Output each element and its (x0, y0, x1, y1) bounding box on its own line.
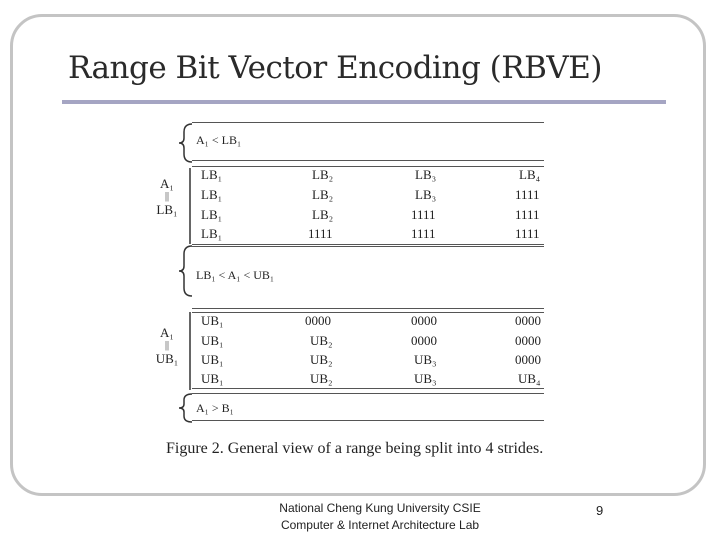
lb-cell: 1111 (411, 207, 436, 222)
lb-cell: LB₄ (519, 167, 541, 182)
ub-cell: UB₁ (201, 313, 224, 328)
rule-bottom-end (192, 420, 544, 421)
ub-cell: UB₂ (310, 371, 333, 386)
rule-lower-end (192, 244, 544, 245)
lb-cell: 1111 (515, 207, 540, 222)
footer (230, 500, 530, 534)
side-label-lower-eq: || (164, 191, 169, 202)
lb-cell: 1111 (515, 187, 540, 202)
rule-bottom-top (192, 393, 544, 394)
side-label-upper-var: A₁ (160, 325, 174, 340)
rule-top (192, 122, 544, 123)
slide-title: Range Bit Vector Encoding (RBVE) (68, 50, 602, 86)
figure-caption: Figure 2. General view of a range being split into 4 strides. (166, 440, 544, 457)
brace-middle (179, 246, 192, 296)
ub-cell: 0000 (411, 313, 437, 328)
ub-cell: UB₄ (518, 371, 541, 386)
rule-lower-start (192, 166, 544, 167)
condition-bottom: A₁ > B₁ (196, 401, 234, 415)
side-label-lower-bound: LB₁ (156, 202, 178, 217)
lb-cell: LB₂ (312, 207, 334, 222)
side-label-upper-bound: UB₁ (155, 351, 179, 366)
ub-cell: UB₁ (201, 333, 224, 348)
lb-cell: LB₁ (201, 167, 223, 182)
page-number: 9 (596, 503, 604, 518)
lb-cell: LB₃ (415, 187, 437, 202)
brace-bottom (179, 394, 192, 422)
ub-cell: UB₃ (414, 371, 437, 386)
condition-top: A₁ < LB₁ (196, 133, 242, 147)
ub-cell: UB₁ (201, 371, 224, 386)
lb-cell: LB₃ (415, 167, 437, 182)
lb-cell: LB₁ (201, 226, 223, 241)
ub-cell: UB₁ (201, 352, 224, 367)
side-label-lower-var: A₁ (160, 176, 174, 191)
ub-cell: 0000 (305, 313, 331, 328)
ub-cell: UB₂ (310, 352, 333, 367)
side-label-upper (154, 325, 180, 367)
lb-cell: LB₂ (312, 187, 334, 202)
lb-cell: 1111 (411, 226, 436, 241)
side-label-upper-eq: || (164, 340, 169, 351)
rule-mid-top (192, 246, 544, 247)
footer-line-1: National Cheng Kung University CSIE (279, 501, 481, 515)
lb-cell: 1111 (308, 226, 333, 241)
lb-cell: LB₁ (201, 187, 223, 202)
rule-upper-start (192, 312, 544, 313)
lb-cell: LB₂ (312, 167, 334, 182)
ub-cell: 0000 (411, 333, 437, 348)
brace-top (179, 124, 192, 162)
ub-cell: UB₂ (310, 333, 333, 348)
ub-cell: 0000 (515, 313, 541, 328)
condition-middle: LB₁ < A₁ < UB₁ (196, 268, 275, 282)
rule-top-bottom (192, 160, 544, 161)
ub-cell: 0000 (515, 352, 541, 367)
footer-line-2: Computer & Internet Architecture Lab (280, 518, 480, 532)
lb-cell: 1111 (515, 226, 540, 241)
ub-cell: 0000 (515, 333, 541, 348)
rule-mid-bottom (192, 308, 544, 309)
lb-cell: LB₁ (201, 207, 223, 222)
rule-upper-end (192, 388, 544, 389)
side-label-lower (154, 176, 180, 218)
ub-cell: UB₃ (414, 352, 437, 367)
